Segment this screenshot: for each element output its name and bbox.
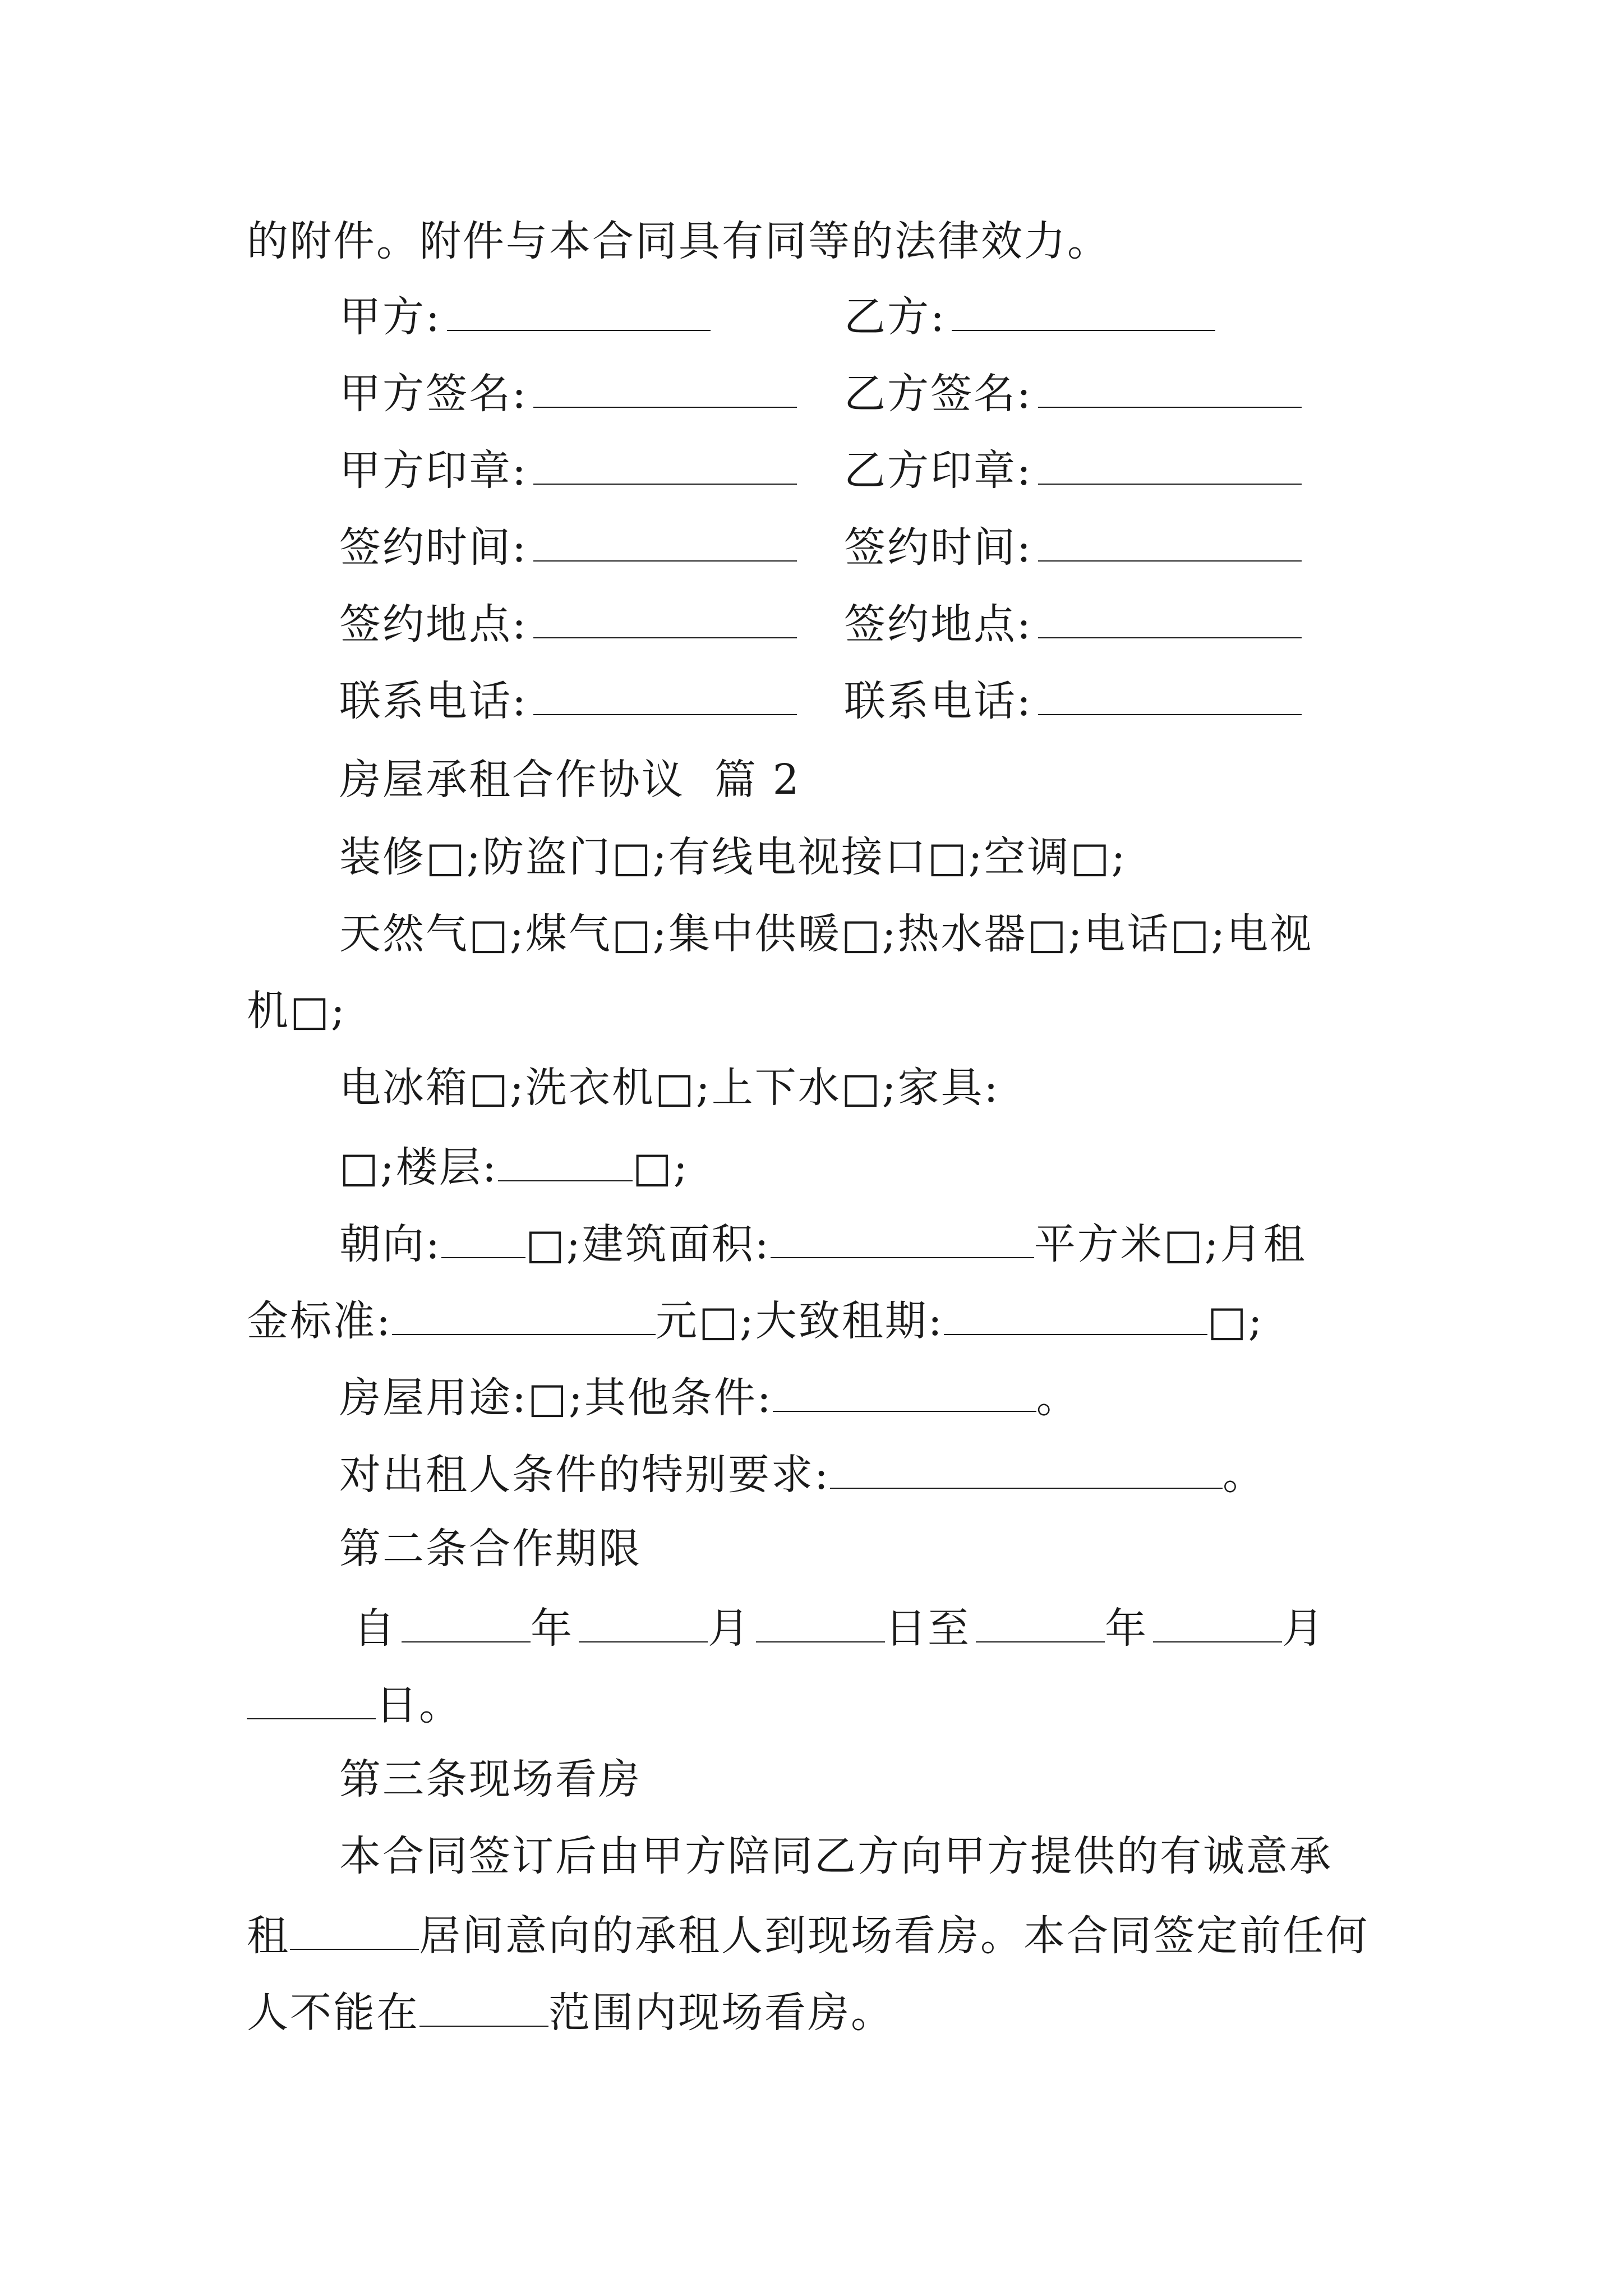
party-a-place-label: 签约地点:	[339, 600, 528, 648]
viewing-rent-word: 租	[247, 1912, 290, 1960]
party-a-blank[interactable]	[447, 289, 711, 331]
article-3-heading: 第三条现场看房	[339, 1755, 642, 1803]
section-heading: 房屋承租合作协议 篇 2	[339, 756, 801, 804]
facilities-line-2: 天然气□;煤气□;集中供暖□;热水器□;电话□;电视	[339, 910, 1313, 958]
orientation-label: 朝向:	[339, 1220, 441, 1268]
lease-term-label: 元□;大致租期:	[655, 1297, 944, 1345]
viewing-scope-prefix: 人不能在	[247, 1989, 419, 2037]
end-month-blank[interactable]	[1153, 1598, 1282, 1642]
signature-row-signature	[339, 366, 1405, 422]
floor-blank[interactable]	[498, 1137, 633, 1181]
area-unit: 平方米□;月租	[1034, 1220, 1307, 1268]
party-a-seal-label: 甲方印章:	[339, 447, 528, 495]
signature-row-place	[339, 596, 1405, 652]
area-blank[interactable]	[771, 1213, 1034, 1258]
party-a-date-label: 签约时间:	[339, 523, 528, 572]
paragraph-attachment: 的附件。附件与本合同具有同等的法律效力。	[247, 217, 1110, 265]
end-year-blank[interactable]	[976, 1598, 1105, 1642]
party-b-signature-label: 乙方签名:	[844, 370, 1032, 418]
end-day-blank[interactable]	[247, 1674, 376, 1719]
viewing-paragraph-line-2	[247, 1905, 1369, 1964]
signature-row-phone	[339, 673, 1405, 729]
party-b-phone-blank[interactable]	[1038, 674, 1302, 715]
rent-line	[247, 1290, 1264, 1349]
floor-checkbox: □;	[632, 1143, 689, 1191]
party-a-signature-label: 甲方签名:	[339, 370, 528, 418]
start-day-blank[interactable]	[756, 1598, 885, 1642]
party-b-blank[interactable]	[952, 289, 1215, 331]
landlord-requirements-period: 。	[1222, 1451, 1266, 1499]
party-a-label: 甲方:	[339, 293, 441, 341]
floor-label: □;楼层:	[339, 1143, 498, 1191]
party-b-place-blank[interactable]	[1038, 597, 1302, 638]
viewing-scope-suffix: 范围内现场看房。	[548, 1989, 894, 2037]
party-b-label: 乙方:	[844, 293, 946, 341]
area-label: □;建筑面积:	[525, 1220, 771, 1268]
end-month-label: 月	[1282, 1604, 1325, 1653]
start-month-label: 月	[708, 1604, 750, 1653]
party-a-seal-blank[interactable]	[533, 443, 797, 485]
signature-row-date	[339, 519, 1405, 576]
article-2-heading: 第二条合作期限	[339, 1525, 642, 1573]
usage-line	[339, 1367, 1080, 1426]
orientation-line	[339, 1213, 1307, 1272]
start-year-blank[interactable]	[402, 1598, 531, 1642]
viewing-paragraph-line-1: 本合同签订后由甲方陪同乙方向甲方提供的有诚意承	[339, 1832, 1332, 1880]
party-a-place-blank[interactable]	[533, 597, 797, 638]
end-year-label: 年	[1105, 1604, 1147, 1653]
start-day-to-label: 日至	[885, 1604, 970, 1653]
viewing-count-blank[interactable]	[290, 1905, 419, 1950]
orientation-blank[interactable]	[441, 1213, 525, 1258]
landlord-requirements-line	[339, 1444, 1266, 1503]
landlord-requirements-label: 对出租人条件的特别要求:	[339, 1451, 830, 1499]
party-b-date-label: 签约时间:	[844, 523, 1032, 572]
rent-blank[interactable]	[392, 1290, 656, 1335]
usage-period: 。	[1036, 1374, 1080, 1422]
period-line	[353, 1598, 1325, 1657]
party-b-date-blank[interactable]	[1038, 520, 1302, 562]
other-conditions-blank[interactable]	[773, 1367, 1036, 1412]
end-day-label: 日。	[376, 1681, 462, 1729]
usage-label: 房屋用途:□;其他条件:	[339, 1374, 773, 1422]
rent-label: 金标准:	[247, 1297, 392, 1345]
facilities-line-4: 电冰箱□;洗衣机□;上下水□;家具:	[339, 1064, 1000, 1112]
party-b-seal-blank[interactable]	[1038, 443, 1302, 485]
viewing-scope-blank[interactable]	[419, 1982, 548, 2027]
floor-line	[339, 1137, 689, 1195]
facilities-line-3: 机□;	[247, 987, 347, 1035]
viewing-paragraph-line-3	[247, 1982, 894, 2041]
lease-term-checkbox: □;	[1207, 1297, 1264, 1345]
party-b-place-label: 签约地点:	[844, 600, 1032, 648]
party-a-phone-label: 联系电话:	[339, 677, 528, 725]
party-a-signature-blank[interactable]	[533, 366, 797, 408]
start-month-blank[interactable]	[579, 1598, 708, 1642]
signature-row-seal	[339, 443, 1405, 499]
party-b-phone-label: 联系电话:	[844, 677, 1032, 725]
facilities-line-1: 装修□;防盗门□;有线电视接口□;空调□;	[339, 833, 1127, 881]
period-from: 自	[353, 1604, 396, 1653]
landlord-requirements-blank[interactable]	[830, 1444, 1223, 1489]
party-b-seal-label: 乙方印章:	[844, 447, 1032, 495]
period-line-end	[247, 1674, 462, 1733]
party-a-phone-blank[interactable]	[533, 674, 797, 715]
start-year-label: 年	[531, 1604, 573, 1653]
party-b-signature-blank[interactable]	[1038, 366, 1302, 408]
lease-term-blank[interactable]	[944, 1290, 1207, 1335]
signature-row-party	[339, 289, 1405, 345]
viewing-text: 居间意向的承租人到现场看房。本合同签定前任何	[419, 1912, 1369, 1960]
party-a-date-blank[interactable]	[533, 520, 797, 562]
